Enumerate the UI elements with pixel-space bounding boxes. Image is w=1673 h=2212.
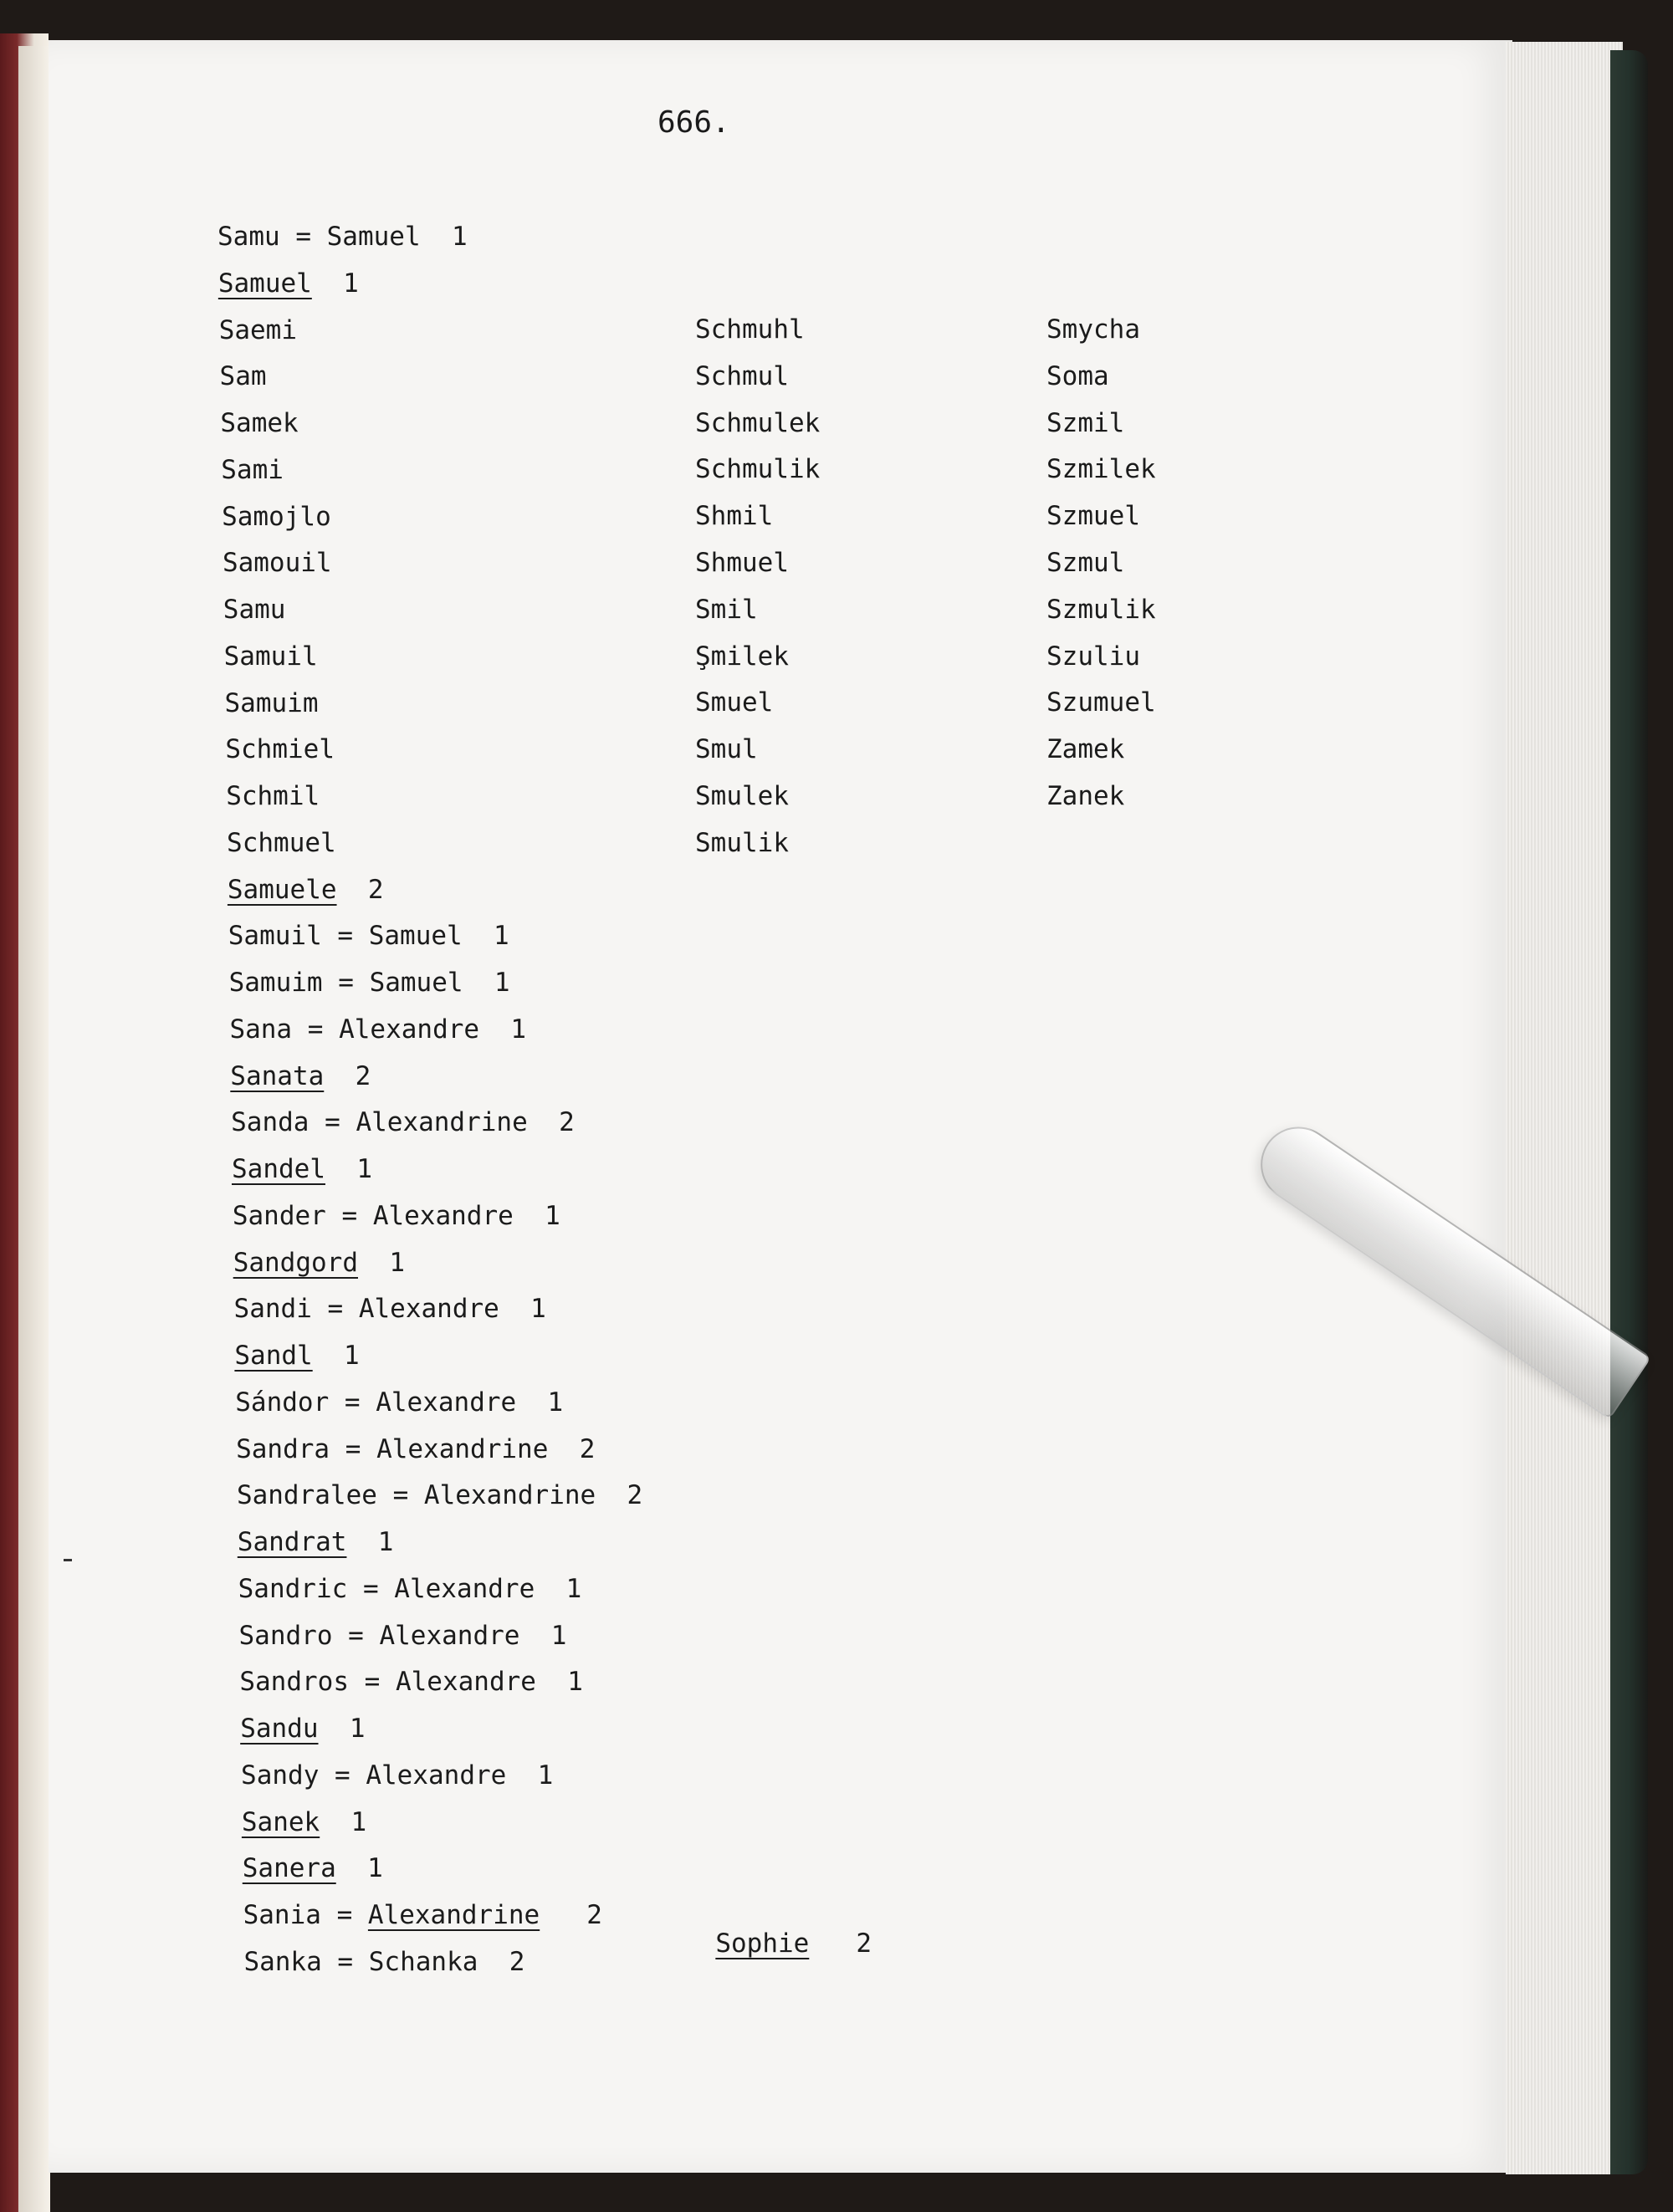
book-cover-edge [1610, 50, 1648, 2174]
entry-row: Sandric = Alexandre 1 [238, 1573, 582, 1604]
entry-row: Sami [221, 454, 284, 485]
entry-headword: Sandrat [237, 1527, 347, 1557]
entry-row [237, 1527, 394, 1557]
variant-name: Shmuel [695, 548, 789, 578]
variant-name: Szmul [1046, 548, 1125, 578]
entry-headword: Sanata [230, 1060, 325, 1091]
entry-headword: Sandu [240, 1714, 319, 1744]
entry-row: Schmuel [227, 827, 336, 858]
entry-row: Schmil [226, 781, 320, 811]
entry-row: Samuim [224, 687, 319, 718]
entry-row: Sanda = Alexandrine 2 [231, 1107, 575, 1138]
variant-name: Schmulek [695, 407, 821, 438]
entry-row: Samu = Samuel 1 [217, 222, 468, 252]
entry-count: 1 [377, 1527, 394, 1557]
entry-row: Samojlo [222, 501, 331, 532]
page-stack-edge [1506, 42, 1623, 2174]
variant-name: Szumuel [1046, 687, 1156, 718]
entry-count: 1 [349, 1714, 366, 1744]
variant-name: Zamek [1046, 734, 1125, 765]
variant-name: Szmil [1046, 407, 1125, 438]
entry-headword: Sanek [241, 1806, 320, 1837]
entry-row [234, 1343, 359, 1369]
variant-name: Smul [695, 734, 758, 765]
entry-row: Samek [220, 408, 299, 438]
variant-name: Zanek [1046, 781, 1125, 811]
entry-row: Samu [223, 595, 286, 625]
page-number: 666. [657, 105, 730, 140]
variant-name: Smuel [695, 687, 774, 718]
entry-count: 2 [586, 1900, 602, 1930]
left-page-edge [18, 46, 50, 2212]
entry-count: 1 [343, 268, 359, 299]
entry-row [242, 1853, 383, 1884]
entry-row: Sana = Alexandre 1 [229, 1014, 527, 1045]
variant-name: Smulek [695, 781, 789, 811]
entry-headword: Sanera [242, 1853, 336, 1884]
entry-row: Sandi = Alexandre 1 [233, 1294, 546, 1325]
variant-name: Shmil [695, 501, 774, 532]
entry-count: 1 [350, 1806, 367, 1837]
entry-headword: Sophie [715, 1928, 810, 1959]
entry-row: Samuil [223, 641, 318, 672]
entry-row [227, 874, 384, 905]
entry-row [230, 1060, 371, 1091]
entry-count: 1 [344, 1341, 360, 1371]
variant-name: Schmul [695, 360, 789, 391]
variant-name: Smulik [695, 827, 789, 858]
entry-row: Samuil = Samuel 1 [228, 921, 509, 952]
variant-name: Szuliu [1046, 641, 1140, 672]
entry-headword: Sandl [234, 1341, 313, 1371]
variant-name: Smil [695, 594, 758, 625]
entry-row: Sandy = Alexandre 1 [241, 1760, 554, 1791]
entry-row [243, 1900, 602, 1930]
entry-row: Samuim = Samuel 1 [228, 968, 510, 998]
entry-headword: Sandel [232, 1154, 325, 1184]
entry-row: Sandra = Alexandrine 2 [236, 1433, 596, 1464]
entry-count: 1 [389, 1247, 405, 1278]
margin-mark [64, 1559, 72, 1561]
entry-row [217, 268, 359, 299]
entry-row [240, 1716, 365, 1742]
entry-headword: Samuel [217, 268, 312, 299]
entry-sophie [684, 1905, 872, 1957]
entry-row [241, 1806, 367, 1837]
entry-row: Schmiel [225, 734, 335, 765]
entry-count: 1 [356, 1154, 372, 1184]
entry-headword: Samuele [227, 874, 337, 905]
variant-name: Schmuhl [695, 314, 805, 345]
entry-row: Sandro = Alexandre 1 [238, 1620, 567, 1651]
entry-row [233, 1247, 405, 1278]
entry-row [232, 1154, 372, 1184]
entry-row: Sam [219, 361, 267, 392]
entry-row: Saemi [218, 314, 298, 345]
entry-prefix: Sania = [243, 1900, 368, 1930]
entry-row: Samouil [222, 548, 332, 579]
entry-headword: Sandgord [233, 1247, 358, 1278]
entry-count: 1 [367, 1853, 383, 1884]
entry-row: Sandralee = Alexandrine 2 [236, 1480, 643, 1511]
entry-count: 2 [856, 1928, 872, 1959]
variant-name: Şmilek [695, 641, 789, 672]
entry-row: Sander = Alexandre 1 [232, 1200, 560, 1231]
variant-name: Szmuel [1046, 501, 1140, 532]
entry-count: 2 [355, 1060, 371, 1091]
variant-name: Szmilek [1046, 454, 1156, 485]
entry-row: Sandros = Alexandre 1 [239, 1667, 583, 1698]
entry-row: Sándor = Alexandre 1 [235, 1387, 564, 1418]
variant-name: Szmulik [1046, 594, 1156, 625]
entry-row: Sanka = Schanka 2 [243, 1946, 525, 1977]
variant-name: Soma [1046, 360, 1109, 391]
variant-name: Smycha [1046, 314, 1140, 345]
variant-name: Schmulik [695, 454, 821, 485]
entry-crossref: Alexandrine [367, 1900, 540, 1930]
entry-count: 2 [367, 874, 384, 905]
